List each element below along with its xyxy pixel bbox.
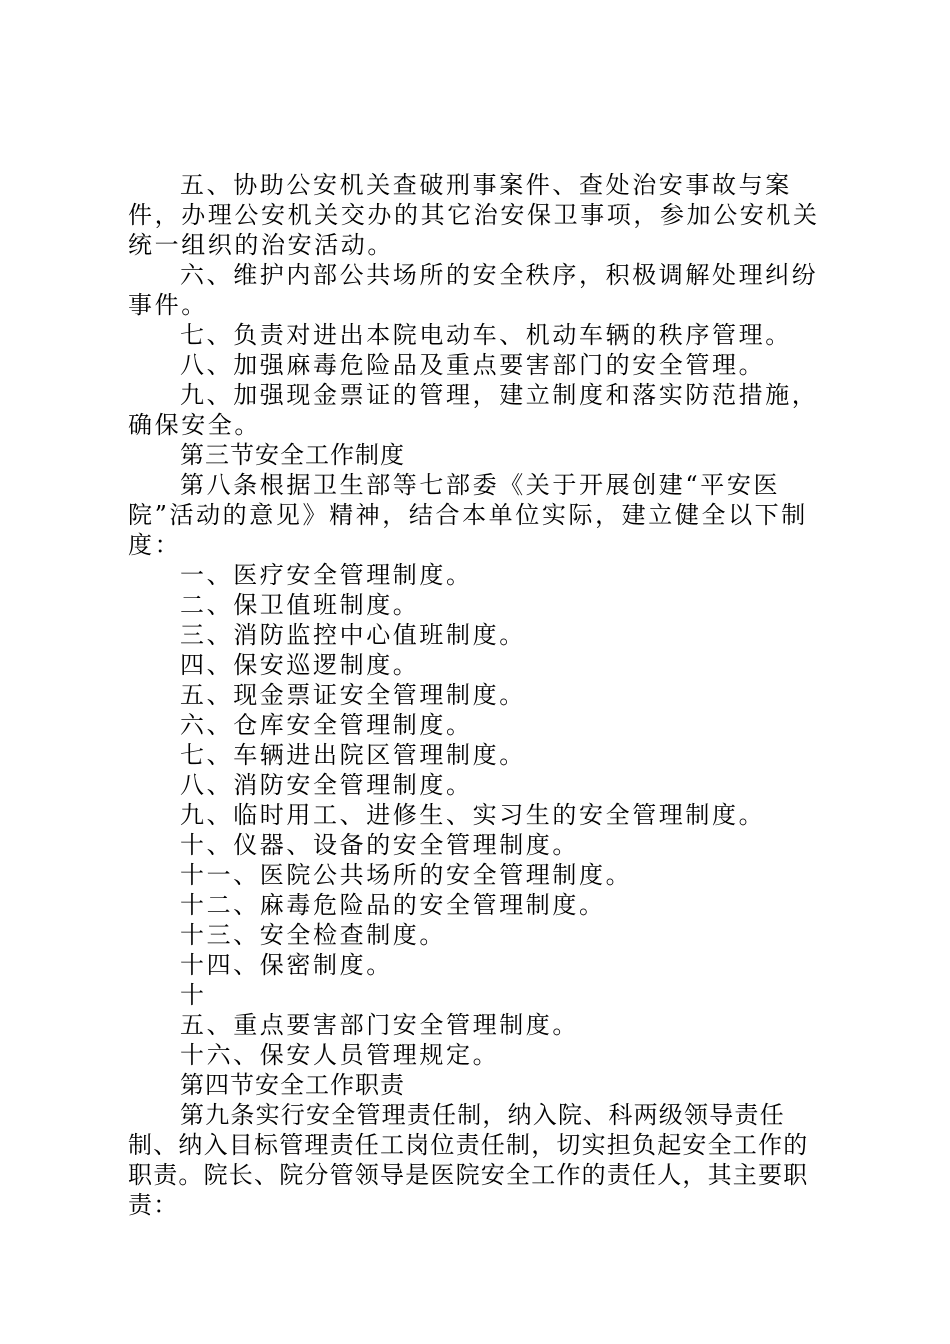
list-item: 十三、安全检查制度。 <box>180 921 446 949</box>
list-item: 六、仓库安全管理制度。 <box>180 711 473 739</box>
list-item: 五、现金票证安全管理制度。 <box>180 681 526 709</box>
article-9: 第九条实行安全管理责任制，纳入院、科两级领导责任制、纳入目标管理责任工岗位责任制，切实担负起安全工作的职责。院长、院分管领导是医院安全工作的责任人，其主要职责： <box>128 1101 809 1219</box>
section-heading-3: 第三节安全工作制度 <box>180 441 405 469</box>
list-item-fragment: 十 <box>180 981 207 1009</box>
paragraph-item-6: 六、维护内部公共场所的安全秩序，积极调解处理纠纷事件。 <box>128 261 819 319</box>
list-item: 一、医疗安全管理制度。 <box>180 561 473 589</box>
list-item: 十一、医院公共场所的安全管理制度。 <box>180 861 633 889</box>
list-item: 五、重点要害部门安全管理制度。 <box>180 1011 579 1039</box>
list-item: 十、仪器、设备的安全管理制度。 <box>180 831 579 859</box>
list-item: 九、临时用工、进修生、实习生的安全管理制度。 <box>180 801 766 829</box>
list-item: 八、消防安全管理制度。 <box>180 771 473 799</box>
paragraph-item-9: 九、加强现金票证的管理，建立制度和落实防范措施，确保安全。 <box>128 381 819 439</box>
paragraph-item-5: 五、协助公安机关查破刑事案件、查处治安事故与案件，办理公安机关交办的其它治安保卫事项，参加公安机关统一组织的治安活动。 <box>128 171 820 259</box>
list-item: 二、保卫值班制度。 <box>180 591 420 619</box>
article-8: 第八条根据卫生部等七部委《关于开展创建“平安医院”活动的意见》精神，结合本单位实际，建立健全以下制度： <box>128 471 808 559</box>
list-item: 三、消防监控中心值班制度。 <box>180 621 526 649</box>
document-page <box>128 170 832 1220</box>
list-item: 十四、保密制度。 <box>180 951 393 979</box>
list-item: 十六、保安人员管理规定。 <box>180 1041 500 1069</box>
list-item: 十二、麻毒危险品的安全管理制度。 <box>180 891 606 919</box>
section-heading-4: 第四节安全工作职责 <box>180 1071 405 1099</box>
list-item: 七、车辆进出院区管理制度。 <box>180 741 526 769</box>
paragraph-item-8: 八、加强麻毒危险品及重点要害部门的安全管理。 <box>180 351 766 379</box>
list-item: 四、保安巡逻制度。 <box>180 651 420 679</box>
paragraph-item-7: 七、负责对进出本院电动车、机动车辆的秩序管理。 <box>180 321 792 349</box>
